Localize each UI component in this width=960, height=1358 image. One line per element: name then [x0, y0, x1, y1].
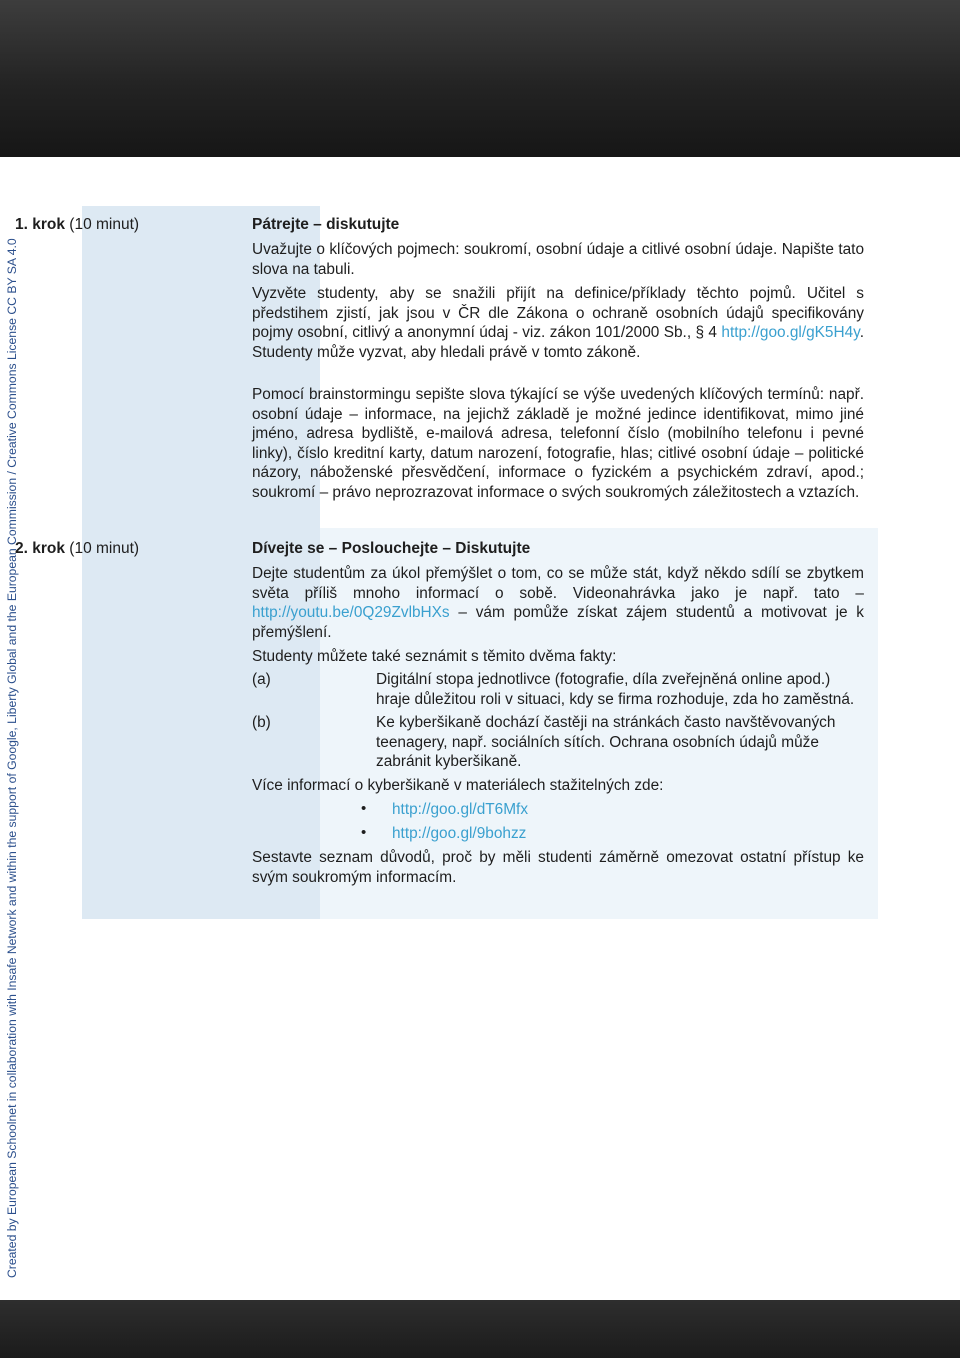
step-1-paragraph-3: Pomocí brainstormingu sepište slova týkající se výše uvedených klíčových termínů: např. osobní údaje – informace, na jejichž základě je možné jedince identifikovat, mimo jiné jméno, adresa bydliště, e-mailová adresa, telefonní číslo (mobilního telefonu i pevné linky), číslo kreditní karty, datum narození, fotografie, hlas; citlivé osobní údaje – politické názory, náboženské přesvědčení, informace o fyzickém a psychickém zdraví, apod.; soukromí – právo neprozrazovat informace o svých soukromých záležitostech a vztazích. — [252, 386, 864, 501]
step-1-title: Pátrejte – diskutujte — [252, 216, 400, 233]
fact-a-text: Digitální stopa jednotlivce (fotografie, díla zveřejněná online apod.) hraje důležitou roli v situaci, kdy se firma rozhoduje, zda ho zaměstná. — [376, 671, 855, 708]
bullet-icon: • — [361, 800, 367, 817]
step-1-paragraph-1: Uvažujte o klíčových pojmech: soukromí, osobní údaje a citlivé osobní údaje. Napište tato slova na tabuli. — [252, 241, 864, 278]
step-2-paragraph-1-after: – vám pomůže získat zájem studentů a motivovat je k přemýšlení. — [252, 604, 865, 641]
step-2-paragraph-1 — [252, 564, 864, 642]
step-2-paragraph-4: Sestavte seznam důvodů, proč by měli studenti záměrně omezovat ostatní přístup ke svým soukromým informacím. — [252, 849, 864, 886]
bullet-icon: • — [361, 824, 367, 841]
step-1-duration: (10 minut) — [69, 216, 140, 233]
license-credit: Created by European Schoolnet in collaboration with Insafe Network and within the support of Google, Liberty Global and the European Commission / Creative Commons License CC BY SA 4.0 — [5, 238, 19, 1278]
step-2-paragraph-2: Studenty můžete také seznámit s těmito dvěma fakty: — [252, 648, 617, 665]
fact-b-text: Ke kyberšikaně dochází častěji na stránkách často navštěvovaných teenagery, např. sociálních sítích. Ochrana osobních údajů může zabránit kyberšikaně. — [376, 714, 836, 770]
step-2-number: 2. krok — [15, 540, 65, 557]
step-2-label — [15, 540, 139, 558]
resource-link-2[interactable]: http://goo.gl/9bohzz — [392, 825, 527, 842]
step-2-duration: (10 minut) — [69, 540, 140, 557]
header-band — [0, 0, 960, 157]
law-link[interactable]: http://goo.gl/gK5H4y — [721, 324, 860, 341]
resource-link-1[interactable]: http://goo.gl/dT6Mfx — [392, 801, 529, 818]
step-1-label — [15, 216, 139, 234]
footer-band — [0, 1300, 960, 1358]
step-1-paragraph-2 — [252, 284, 864, 362]
fact-b-marker: (b) — [252, 714, 271, 731]
step-1-number: 1. krok — [15, 216, 65, 233]
step-1-paragraph-2-after: . Studenty může vyzvat, aby hledali právě v tomto zákoně. — [252, 324, 864, 361]
step-2-paragraph-3: Více informací o kyberšikaně v materiálech stažitelných zde: — [252, 777, 664, 794]
video-link[interactable]: http://youtu.be/0Q29ZvlbHXs — [252, 604, 450, 621]
fact-a-marker: (a) — [252, 671, 271, 688]
step-2-title: Dívejte se – Poslouchejte – Diskutujte — [252, 540, 531, 557]
step-1-paragraph-2-text: Vyzvěte studenty, aby se snažili přijít na definice/příklady těchto pojmů. Učitel s předstihem zjistí, jak jsou v ČR dle Zákona o ochraně osobních údajů specifikovány pojmy osobní, citlivý a anonymní údaj - viz. zákon 101/2000 Sb., § 4 — [252, 285, 864, 341]
step-2-paragraph-1-text: Dejte studentům za úkol přemýšlet o tom, co se může stát, když někdo sdílí se zbytkem světa příliš mnoho informací o sobě. Videonahrávka jako je např. tato – — [252, 565, 864, 602]
